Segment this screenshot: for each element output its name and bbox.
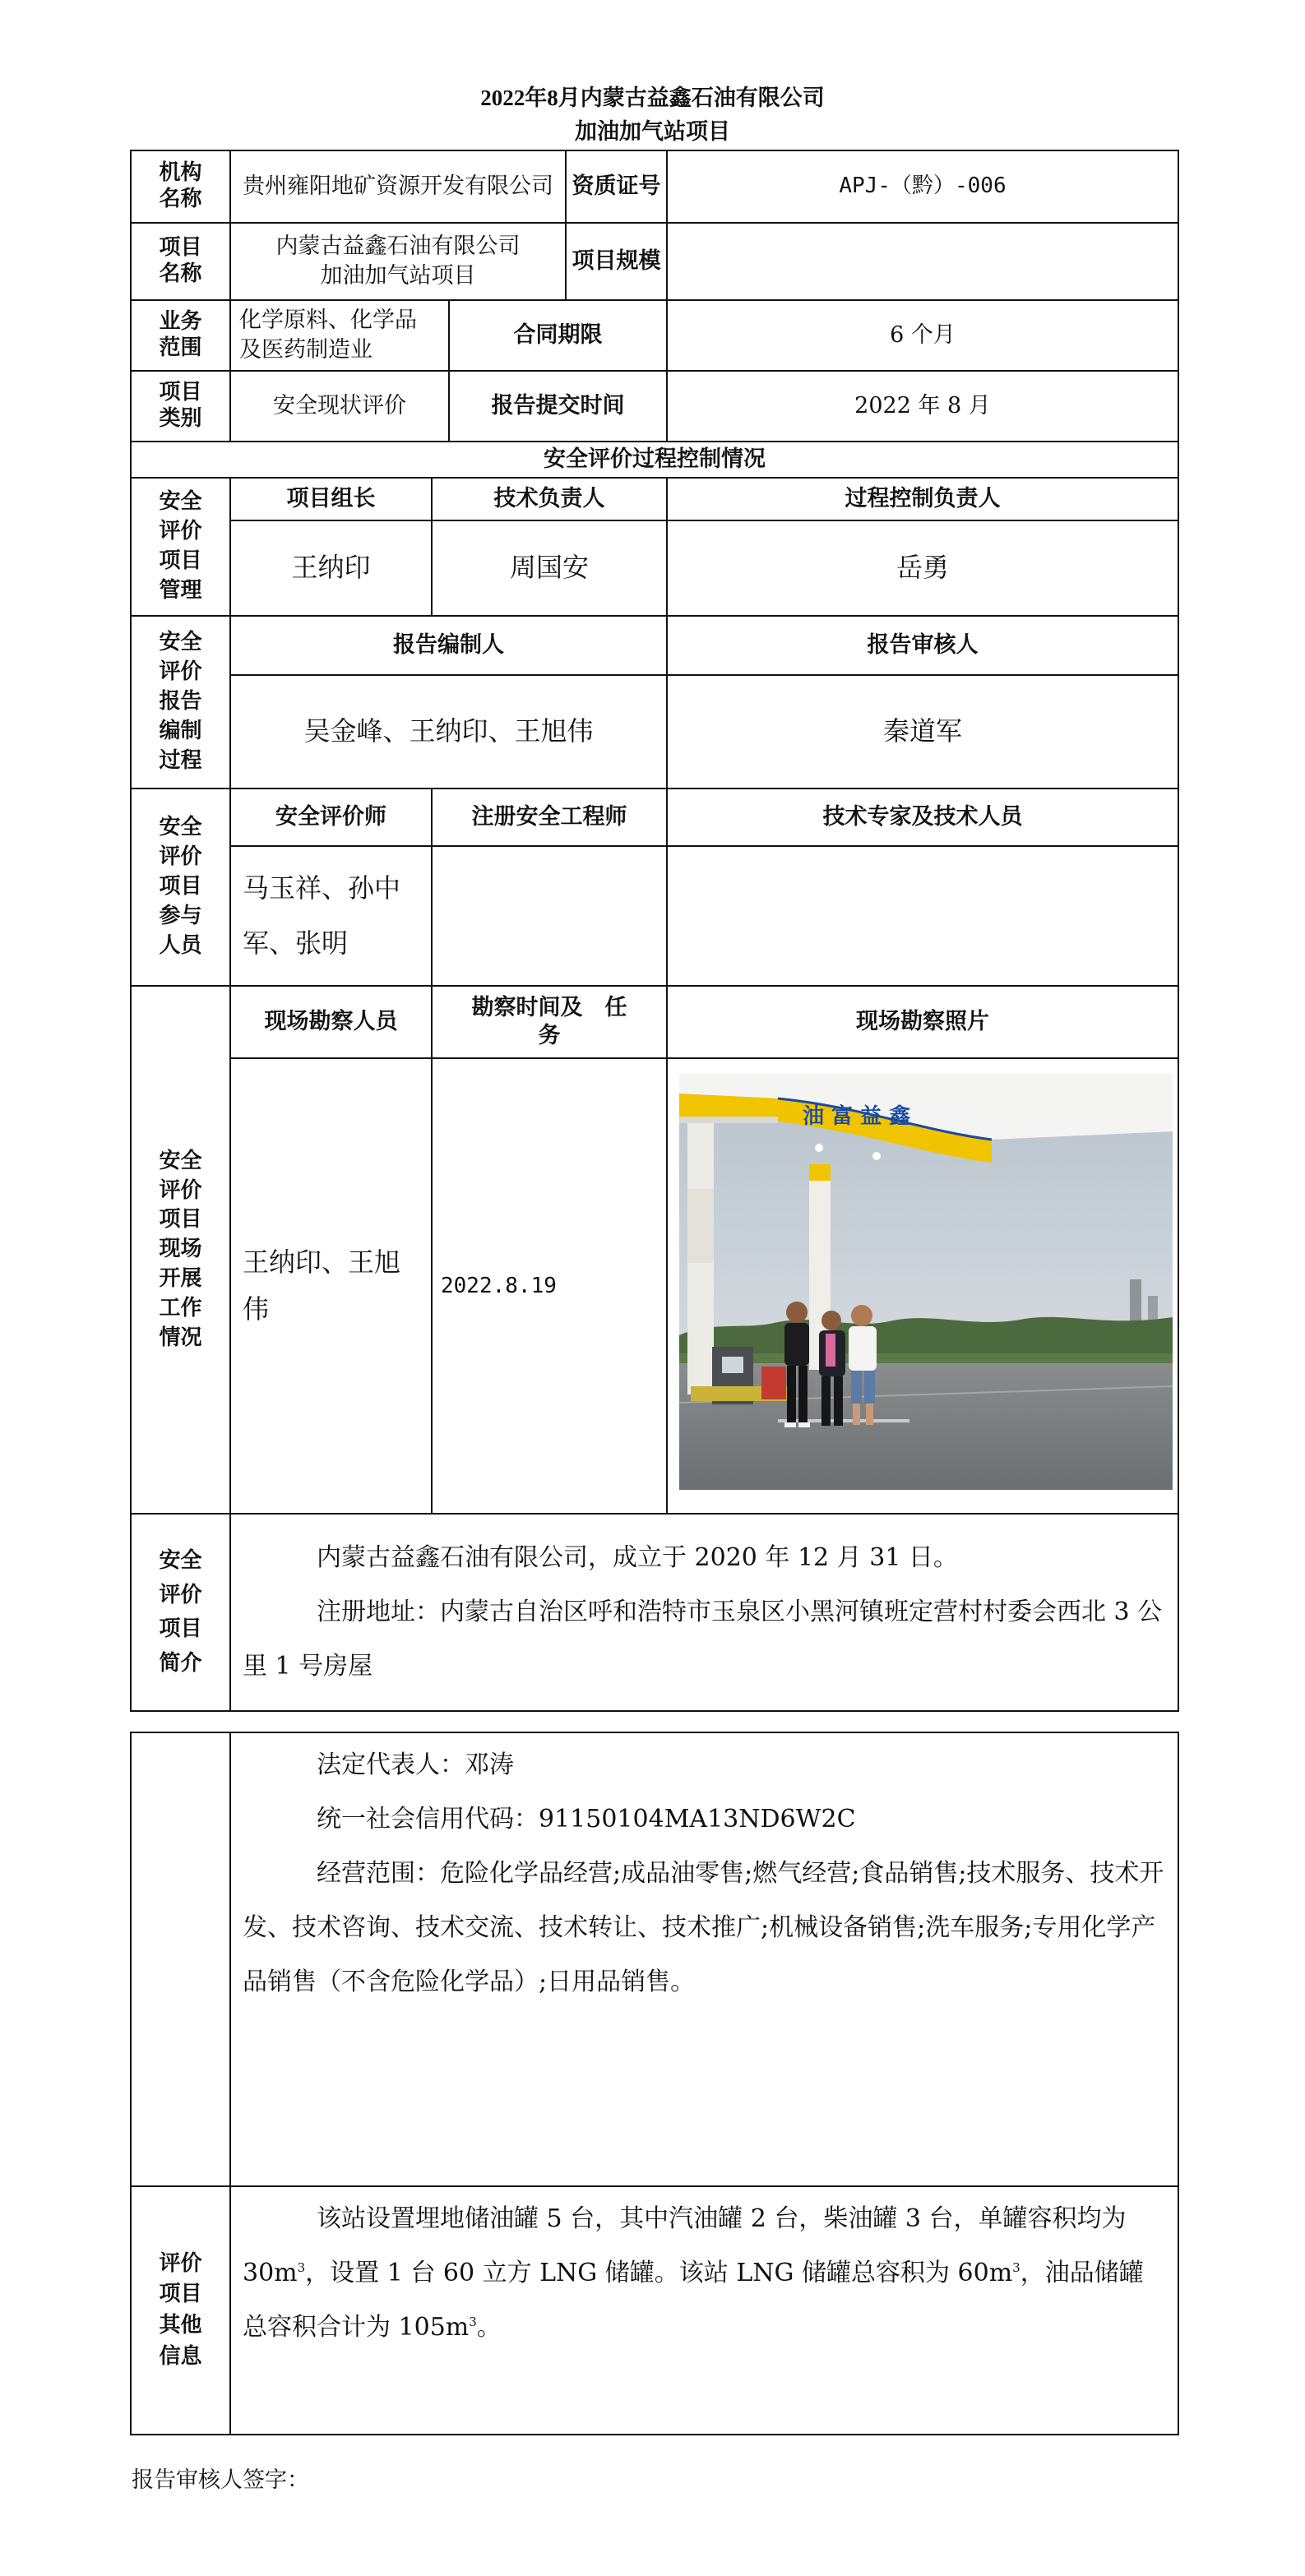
- expert-label: 技术专家及技术人员: [667, 789, 1178, 846]
- cert-label: 资质证号: [566, 150, 667, 223]
- document-subtitle: 加油加气站项目: [575, 119, 730, 144]
- category-label: 项目 类别: [131, 371, 230, 442]
- scale-value: [667, 223, 1178, 300]
- document-title: 2022年8月内蒙古益鑫石油有限公司: [480, 86, 825, 110]
- business-scope-text: 经营范围：危险化学品经营;成品油零售;燃气经营;食品销售;技术服务、技术开发、技术咨询、技术交流、技术转让、技术推广;机械设备销售;洗车服务;专用化学产品销售（不含危险化学品）;日用品销售。: [243, 1859, 1164, 1996]
- site-photo: [679, 1074, 1173, 1490]
- other-info-label: 评价 项目 其他 信息: [131, 2186, 230, 2435]
- engineer-label: 注册安全工程师: [432, 789, 667, 846]
- period-value: 6 个月: [667, 300, 1178, 371]
- control-label: 过程控制负责人: [667, 478, 1178, 520]
- project-label: 项目 名称: [131, 223, 230, 300]
- submit-value: 2022 年 8 月: [667, 371, 1178, 442]
- staff-value: 王纳印、王旭 伟: [230, 1058, 432, 1514]
- intro-text: [230, 1514, 1178, 1711]
- leader-value: 王纳印: [230, 520, 432, 616]
- credit-code: 统一社会信用代码：91150104MA13ND6W2C: [317, 1805, 856, 1834]
- photo-label: 现场勘察照片: [667, 986, 1178, 1058]
- management-label: 安全 评价 项目 管理: [131, 478, 230, 616]
- leader-label: 项目组长: [230, 478, 432, 520]
- intro-cont-text: [230, 1732, 1178, 2186]
- intro-cont-label: [131, 1732, 230, 2186]
- author-label: 报告编制人: [230, 616, 667, 675]
- cert-number: APJ-（黔）-006: [667, 150, 1178, 223]
- reviewer-value: 秦道军: [667, 675, 1178, 789]
- org-label: 机构 名称: [131, 150, 230, 223]
- info-table: [130, 150, 1179, 1712]
- expert-value: [667, 846, 1178, 986]
- info-table-continued: [130, 1732, 1179, 2435]
- canopy-sign: 油 富 益 鑫: [803, 1104, 911, 1129]
- submit-label: 报告提交时间: [449, 371, 667, 442]
- control-value: 岳勇: [667, 520, 1178, 616]
- reviewer-label: 报告审核人: [667, 616, 1178, 675]
- evaluator-label: 安全评价师: [230, 789, 432, 846]
- intro-paragraph-2: 注册地址：内蒙古自治区呼和浩特市玉泉区小黑河镇班定营村村委会西北 3 公里 1 号房屋: [243, 1598, 1163, 1681]
- report-label: 安全 评价 报告 编制 过程: [131, 616, 230, 789]
- time-label: 勘察时间及 任 务: [432, 986, 667, 1058]
- evaluator-value: 马玉祥、孙中 军、张明: [230, 846, 432, 986]
- legal-representative: 法定代表人：邓涛: [317, 1750, 514, 1779]
- category-value: 安全现状评价: [230, 371, 449, 442]
- engineer-value: [432, 846, 667, 986]
- site-label: 安全 评价 项目 现场 开展 工作 情况: [131, 986, 230, 1514]
- process-header: 安全评价过程控制情况: [131, 442, 1178, 478]
- period-label: 合同期限: [449, 300, 667, 371]
- tech-label: 技术负责人: [432, 478, 667, 520]
- author-value: 吴金峰、王纳印、王旭伟: [230, 675, 667, 789]
- staff-label: 现场勘察人员: [230, 986, 432, 1058]
- business-label: 业务 范围: [131, 300, 230, 371]
- tech-value: 周国安: [432, 520, 667, 616]
- other-info-text: 该站设置埋地储油罐 5 台，其中汽油罐 2 台，柴油罐 3 台，单罐容积均为 $30m^3$，设置 1 台 60 立方 LNG 储罐。该站 LNG 储罐总容积为 $60m^3$，油品储罐总容积合计为 $105m^3$。: [230, 2186, 1178, 2435]
- participants-label: 安全 评价 项目 参与 人员: [131, 789, 230, 986]
- site-photo-cell: [667, 1058, 1178, 1514]
- business-scope: 化学原料、化学品 及医药制造业: [230, 300, 449, 371]
- intro-paragraph-1: 内蒙古益鑫石油有限公司，成立于 2020 年 12 月 31 日。: [317, 1543, 958, 1573]
- intro-label: 安全 评价 项目 简介: [131, 1514, 230, 1711]
- project-name: 内蒙古益鑫石油有限公司 加油加气站项目: [230, 223, 566, 300]
- org-name: 贵州雍阳地矿资源开发有限公司: [230, 150, 566, 223]
- signature-label: 报告审核人签字：: [132, 2467, 309, 2493]
- time-value: 2022.8.19: [432, 1058, 667, 1514]
- scale-label: 项目规模: [566, 223, 667, 300]
